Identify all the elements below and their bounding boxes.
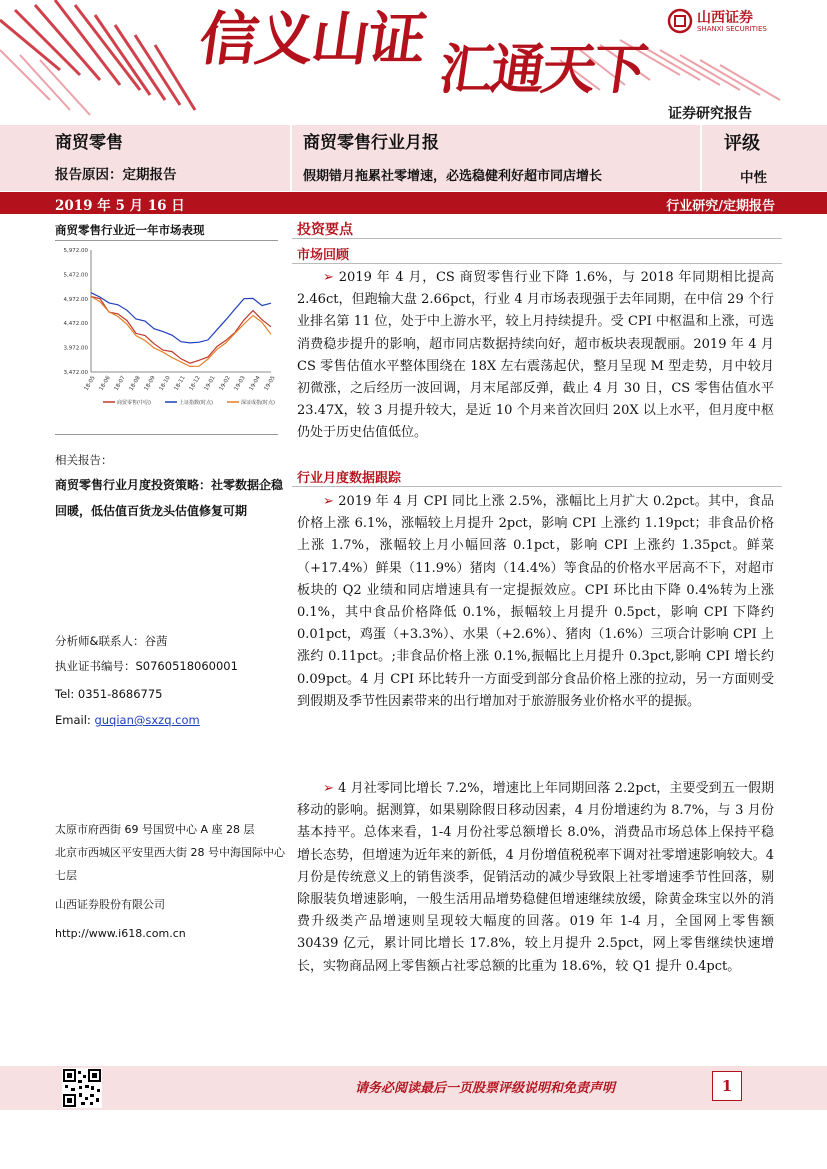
market-performance-chart bbox=[55, 242, 278, 417]
x-tick-label: 19-04 bbox=[248, 375, 262, 392]
analyst: 分析师&联系人：谷茜 bbox=[55, 634, 168, 648]
email-label: Email: bbox=[55, 713, 95, 727]
report-subtitle: 假期错月拖累社零增速，必选稳健利好超市同店增长 bbox=[303, 169, 603, 184]
company-logo-icon bbox=[667, 8, 693, 34]
band-divider bbox=[290, 125, 292, 191]
paragraph-cpi bbox=[297, 491, 774, 713]
email-line bbox=[55, 709, 285, 732]
divider bbox=[292, 263, 782, 264]
section-heading-invest: 投资要点 bbox=[297, 222, 353, 238]
address-beijing: 北京市西城区平安里西大街 28 号中海国际中心七层 bbox=[55, 846, 285, 882]
x-tick-label: 18-12 bbox=[188, 375, 202, 392]
website-link[interactable]: http://www.i618.com.cn bbox=[55, 927, 186, 940]
legend-label: 商贸零售(中信) bbox=[117, 400, 151, 406]
y-tick-label: 5,972.00 bbox=[63, 248, 88, 254]
slogan-part2: 汇通天下 bbox=[435, 37, 649, 101]
x-tick-label: 19-02 bbox=[218, 375, 232, 392]
email-link[interactable]: guqian@sxzq.com bbox=[94, 713, 200, 727]
section-heading-industry: 行业月度数据跟踪 bbox=[297, 471, 402, 486]
cert-number: 执业证书编号：S0760518060001 bbox=[55, 659, 238, 673]
chart-title: 商贸零售行业近一年市场表现 bbox=[55, 223, 205, 237]
x-tick-label: 19-01 bbox=[203, 375, 217, 392]
disclaimer-notice: 请务必阅读最后一页股票评级说明和免责声明 bbox=[355, 1081, 616, 1096]
slogan-part1: 信义山证 bbox=[195, 5, 429, 73]
telephone: Tel: 0351-8686775 bbox=[55, 687, 163, 701]
logo-chinese: 山西证券 bbox=[697, 10, 753, 26]
legend-label: 深证成指(时点) bbox=[241, 400, 275, 406]
related-label: 相关报告： bbox=[55, 453, 113, 467]
divider bbox=[55, 240, 278, 241]
y-tick-label: 5,472.00 bbox=[63, 272, 88, 279]
x-tick-label: 19-05 bbox=[263, 375, 277, 392]
x-tick-label: 18-08 bbox=[128, 375, 142, 392]
paragraph-text: 4 月社零同比增长 7.2%，增速比上年同期回落 2.2pct，主要受到五一假期移动的影响。据测算，如果剔除假日移动因素，4 月份增速约为 8.7%，与 3 月份基本持平。总体来看，1-4 月份社零总额增长 8.0%，消费品市场总体上保持平稳增长态势，但增速为近年来的新低，4 月份增值税税率下调对社零增速影响较大。4 月份是传统意义上的销售淡季，促销活动的减少导致限上社零增速季节性回落，剔除服装负增速影响，一般生活用品增势稳健但增速继续放缓，除黄金珠宝以外的消费升级类产品增速则呈现较大幅度的回落。019 年 1-4 月，全国网上零售额 30439 亿元，累计同比增长 17.8%，较上月提升 2.5pct，网上零售继续快速增长，实物商品网上零售额占社零总额的比重为 18.6%，较 Q1 提升 0.4pct。 bbox=[297, 781, 774, 974]
report-type: 证券研究报告 bbox=[668, 106, 752, 122]
paragraph-market bbox=[297, 267, 774, 445]
report-date: 2019 年 5 月 16 日 bbox=[55, 198, 185, 214]
divider bbox=[292, 486, 782, 487]
legend-label: 上证指数(时点) bbox=[179, 400, 213, 406]
logo-english: SHANXI SECURITIES bbox=[697, 25, 767, 33]
x-tick-label: 18-10 bbox=[158, 375, 172, 392]
band-divider bbox=[700, 125, 702, 191]
related-report-link[interactable]: 商贸零售行业月度投资策略：社零数据企稳回暖，低估值百货龙头估值修复可期 bbox=[55, 478, 284, 518]
arrow-bullet-icon: ➢ bbox=[323, 781, 334, 796]
series-line bbox=[91, 297, 271, 364]
divider bbox=[292, 238, 782, 239]
x-tick-label: 18-05 bbox=[83, 375, 97, 392]
page-number: 1 bbox=[712, 1071, 742, 1101]
section-heading-market: 市场回顾 bbox=[297, 248, 350, 263]
paragraph-text: 2019 年 4 月，CS 商贸零售行业下降 1.6%，与 2018 年同期相比提高 2.46ct，但跑输大盘 2.66pct，行业 4 月市场表现强于去年同期，在中信 29 个行业排名第 11 位，处于中上游水平，较上月持续提升。受 CPI 中枢温和上涨，可选消费稳步提升的影响，超市同店数据持续向好，超市板块表现靓丽。2019 年 4 月 CS 零售估值水平整体围绕在 18X 左右震荡起伏，整月呈现 M 型走势，月中较月初微涨，之后经历一波回调，月末尾部反弹，截止 4 月 30 日，CS 零售估值水平 23.47X，较 3 月提升较大，是近 10 个月来首次回归 20X 以上水平，但月度中枢仍处于历史估值低位。 bbox=[297, 270, 774, 441]
series-line bbox=[91, 297, 271, 367]
paragraph-retail bbox=[297, 778, 774, 978]
rating-label: 评级 bbox=[724, 133, 760, 154]
x-tick-label: 18-09 bbox=[143, 375, 157, 392]
y-tick-label: 4,472.00 bbox=[63, 321, 88, 328]
qr-code-icon bbox=[62, 1068, 102, 1108]
report-category: 行业研究/定期报告 bbox=[666, 199, 775, 214]
company-name: 山西证券股份有限公司 bbox=[55, 898, 165, 911]
arrow-bullet-icon: ➢ bbox=[323, 494, 334, 509]
divider bbox=[55, 434, 278, 435]
arrow-bullet-icon: ➢ bbox=[323, 270, 334, 285]
report-reason: 报告原因：定期报告 bbox=[55, 167, 177, 183]
address-taiyuan: 太原市府西街 69 号国贸中心 A 座 28 层 bbox=[55, 823, 255, 836]
x-tick-label: 18-06 bbox=[98, 375, 112, 392]
series-line bbox=[91, 293, 271, 343]
report-title: 商贸零售行业月报 bbox=[303, 133, 439, 153]
rating-value: 中性 bbox=[740, 170, 767, 186]
sector-name: 商贸零售 bbox=[55, 133, 123, 153]
x-tick-label: 19-03 bbox=[233, 375, 247, 392]
x-tick-label: 18-11 bbox=[173, 375, 187, 392]
y-tick-label: 3,472.00 bbox=[63, 370, 88, 376]
y-tick-label: 4,972.00 bbox=[63, 296, 88, 303]
x-tick-label: 18-07 bbox=[113, 375, 127, 392]
y-tick-label: 3,972.00 bbox=[63, 345, 88, 352]
paragraph-text: 2019 年 4 月 CPI 同比上涨 2.5%，涨幅比上月扩大 0.2pct。其中，食品价格上涨 6.1%，涨幅较上月提升 2pct，影响 CPI 上涨约 1.19pct；非食品价格上涨 1.7%，涨幅较上月小幅回落 0.1pct，影响 CPI 上涨约 1.35pct。鲜菜（+17.4%）鲜果（11.9%）猪肉（14.4%）等食品的价格水平居高不下，对超市板块的 Q2 业绩和同店增速具有一定提振效应。CPI 环比由下降 0.4%转为上涨 0.1%，其中食品价格降低 0.1%，振幅较上月提升 0.5pct，影响 CPI 下降约 0.01pct，鸡蛋（+3.3%）、水果（+2.6%）、猪肉（1.6%）三项合计影响 CPI 上涨约 0.11pct。;非食品价格上涨 0.1%,振幅比上月提升 0.3pct,影响 CPI 增长约 0.09pct。4 月 CPI 环比转升一方面受到部分食品价格上涨的拉动，另一方面则受到假期及季节性因素带来的出行增加对于旅游服务业价格水平的提振。 bbox=[297, 494, 774, 709]
